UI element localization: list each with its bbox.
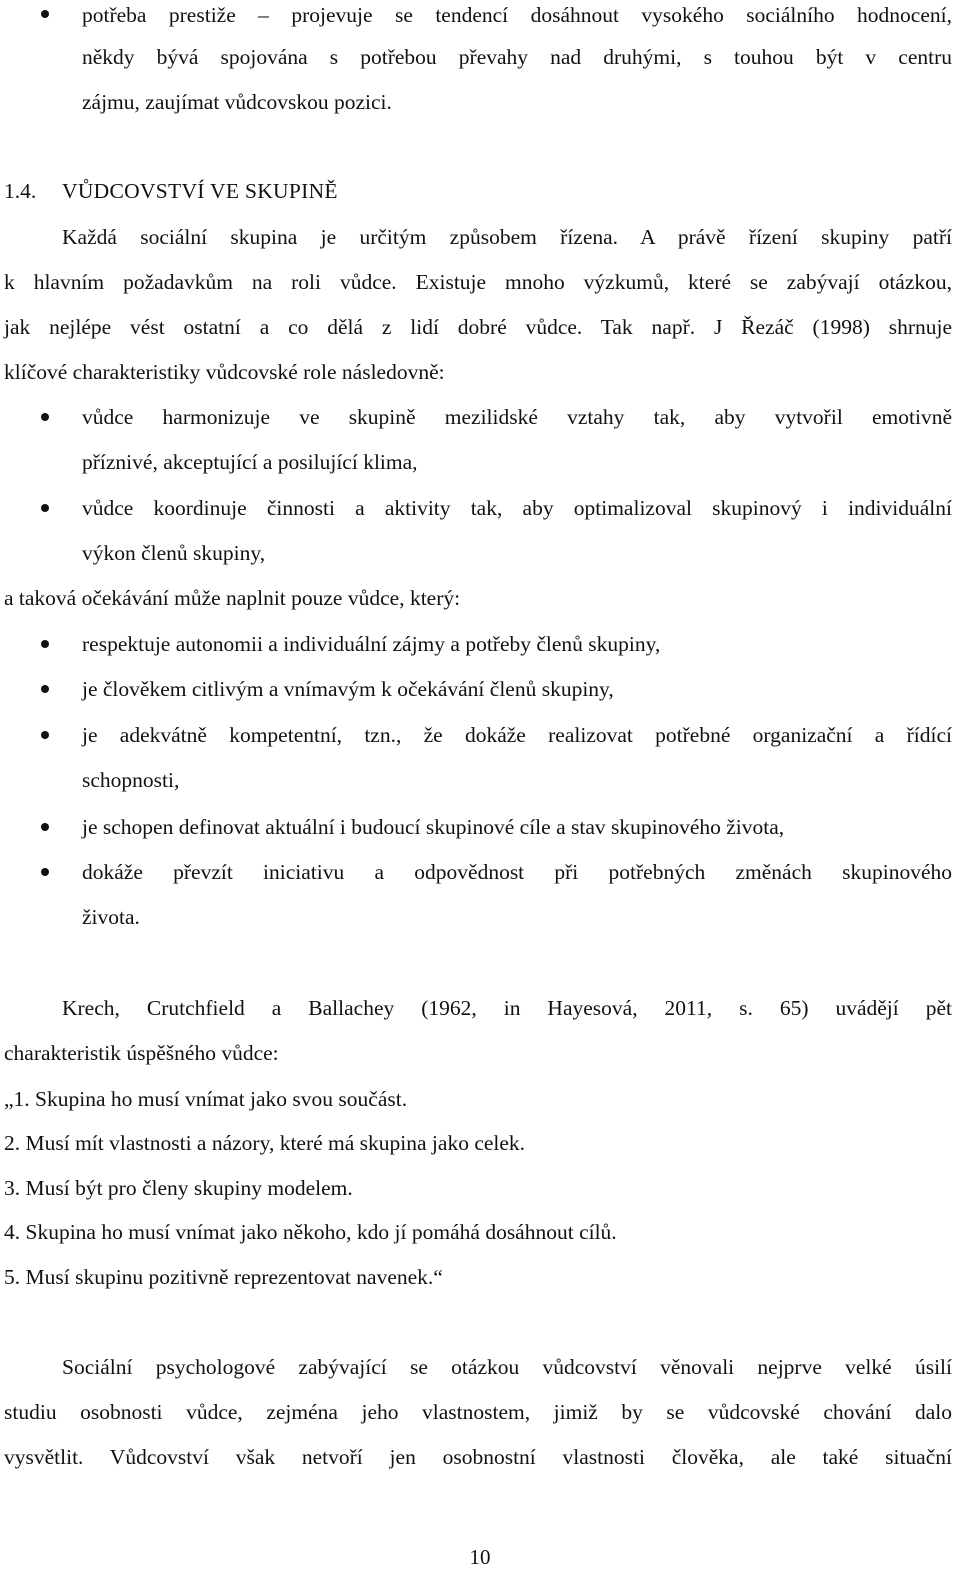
list-item-line: je člověkem citlivým a vnímavým k očekávání členů skupiny, xyxy=(82,677,614,701)
section-title: VŮDCOVSTVÍ VE SKUPINĚ xyxy=(62,179,338,203)
numbered-list-item: 4. Skupina ho musí vnímat jako někoho, kdo jí pomáhá dosáhnout cílů. xyxy=(4,1220,617,1244)
numbered-list-item: „1. Skupina ho musí vnímat jako svou součást. xyxy=(4,1087,408,1111)
bullet-icon xyxy=(41,640,49,648)
section-number: 1.4. xyxy=(4,179,37,203)
paragraph-line: klíčové charakteristiky vůdcovské role následovně: xyxy=(4,360,445,384)
list-item-line: zájmu, zaujímat vůdcovskou pozici. xyxy=(82,90,392,114)
bullet-icon xyxy=(41,413,49,421)
numbered-list-item: 5. Musí skupinu pozitivně reprezentovat navenek.“ xyxy=(4,1265,443,1289)
list-item-line: vůdce harmonizuje ve skupině mezilidské vztahy tak, aby vytvořil emotivně xyxy=(82,405,952,429)
bullet-icon xyxy=(41,504,49,512)
paragraph-line: a taková očekávání může naplnit pouze vůdce, který: xyxy=(4,586,461,610)
list-item-line: dokáže převzít iniciativu a odpovědnost při potřebných změnách skupinového xyxy=(82,860,952,884)
list-item-line: schopnosti, xyxy=(82,768,180,792)
list-item-line: vůdce koordinuje činnosti a aktivity tak, aby optimalizoval skupinový i individuální xyxy=(82,496,952,520)
paragraph-line: Krech, Crutchfield a Ballachey (1962, in Hayesová, 2011, s. 65) uvádějí pět xyxy=(62,996,952,1020)
list-item-line: života. xyxy=(82,905,140,929)
list-item-line: výkon členů skupiny, xyxy=(82,541,266,565)
paragraph-line: k hlavním požadavkům na roli vůdce. Existuje mnoho výzkumů, které se zabývají otázkou, xyxy=(4,270,952,294)
list-item-line: respektuje autonomii a individuální zájmy a potřeby členů skupiny, xyxy=(82,632,661,656)
numbered-list-item: 2. Musí mít vlastnosti a názory, které má skupina jako celek. xyxy=(4,1131,526,1155)
list-item-line: příznivé, akceptující a posilující klima, xyxy=(82,450,418,474)
paragraph-line: studiu osobnosti vůdce, zejména jeho vlastnostem, jimiž by se vůdcovské chování dalo xyxy=(4,1400,952,1424)
bullet-icon xyxy=(41,731,49,739)
paragraph-line: vysvětlit. Vůdcovství však netvoří jen osobnostní vlastnosti člověka, ale také situační xyxy=(4,1445,952,1469)
list-item-line: někdy bývá spojována s potřebou převahy nad druhými, s touhou být v centru xyxy=(82,45,952,69)
section-heading xyxy=(0,168,960,214)
page-number: 10 xyxy=(469,1545,491,1569)
numbered-list-item: 3. Musí být pro členy skupiny modelem. xyxy=(4,1176,353,1200)
list-item-line: je schopen definovat aktuální i budoucí skupinové cíle a stav skupinového života, xyxy=(82,815,785,839)
bullet-icon xyxy=(41,868,49,876)
paragraph-line: Každá sociální skupina je určitým způsobem řízena. A právě řízení skupiny patří xyxy=(62,225,952,249)
paragraph-line: Sociální psychologové zabývající se otázkou vůdcovství věnovali nejprve velké úsilí xyxy=(62,1355,952,1379)
list-item-line: je adekvátně kompetentní, tzn., že dokáže realizovat potřebné organizační a řídící xyxy=(82,723,952,747)
bullet-icon xyxy=(41,10,49,18)
bullet-icon xyxy=(41,685,49,693)
bullet-icon xyxy=(41,823,49,831)
paragraph-line: jak nejlépe vést ostatní a co dělá z lidí dobré vůdce. Tak např. J Řezáč (1998) shrnuje xyxy=(4,315,952,339)
paragraph-line: charakteristik úspěšného vůdce: xyxy=(4,1041,279,1065)
list-item-line: potřeba prestiže – projevuje se tendencí dosáhnout vysokého sociálního hodnocení, xyxy=(82,3,952,27)
